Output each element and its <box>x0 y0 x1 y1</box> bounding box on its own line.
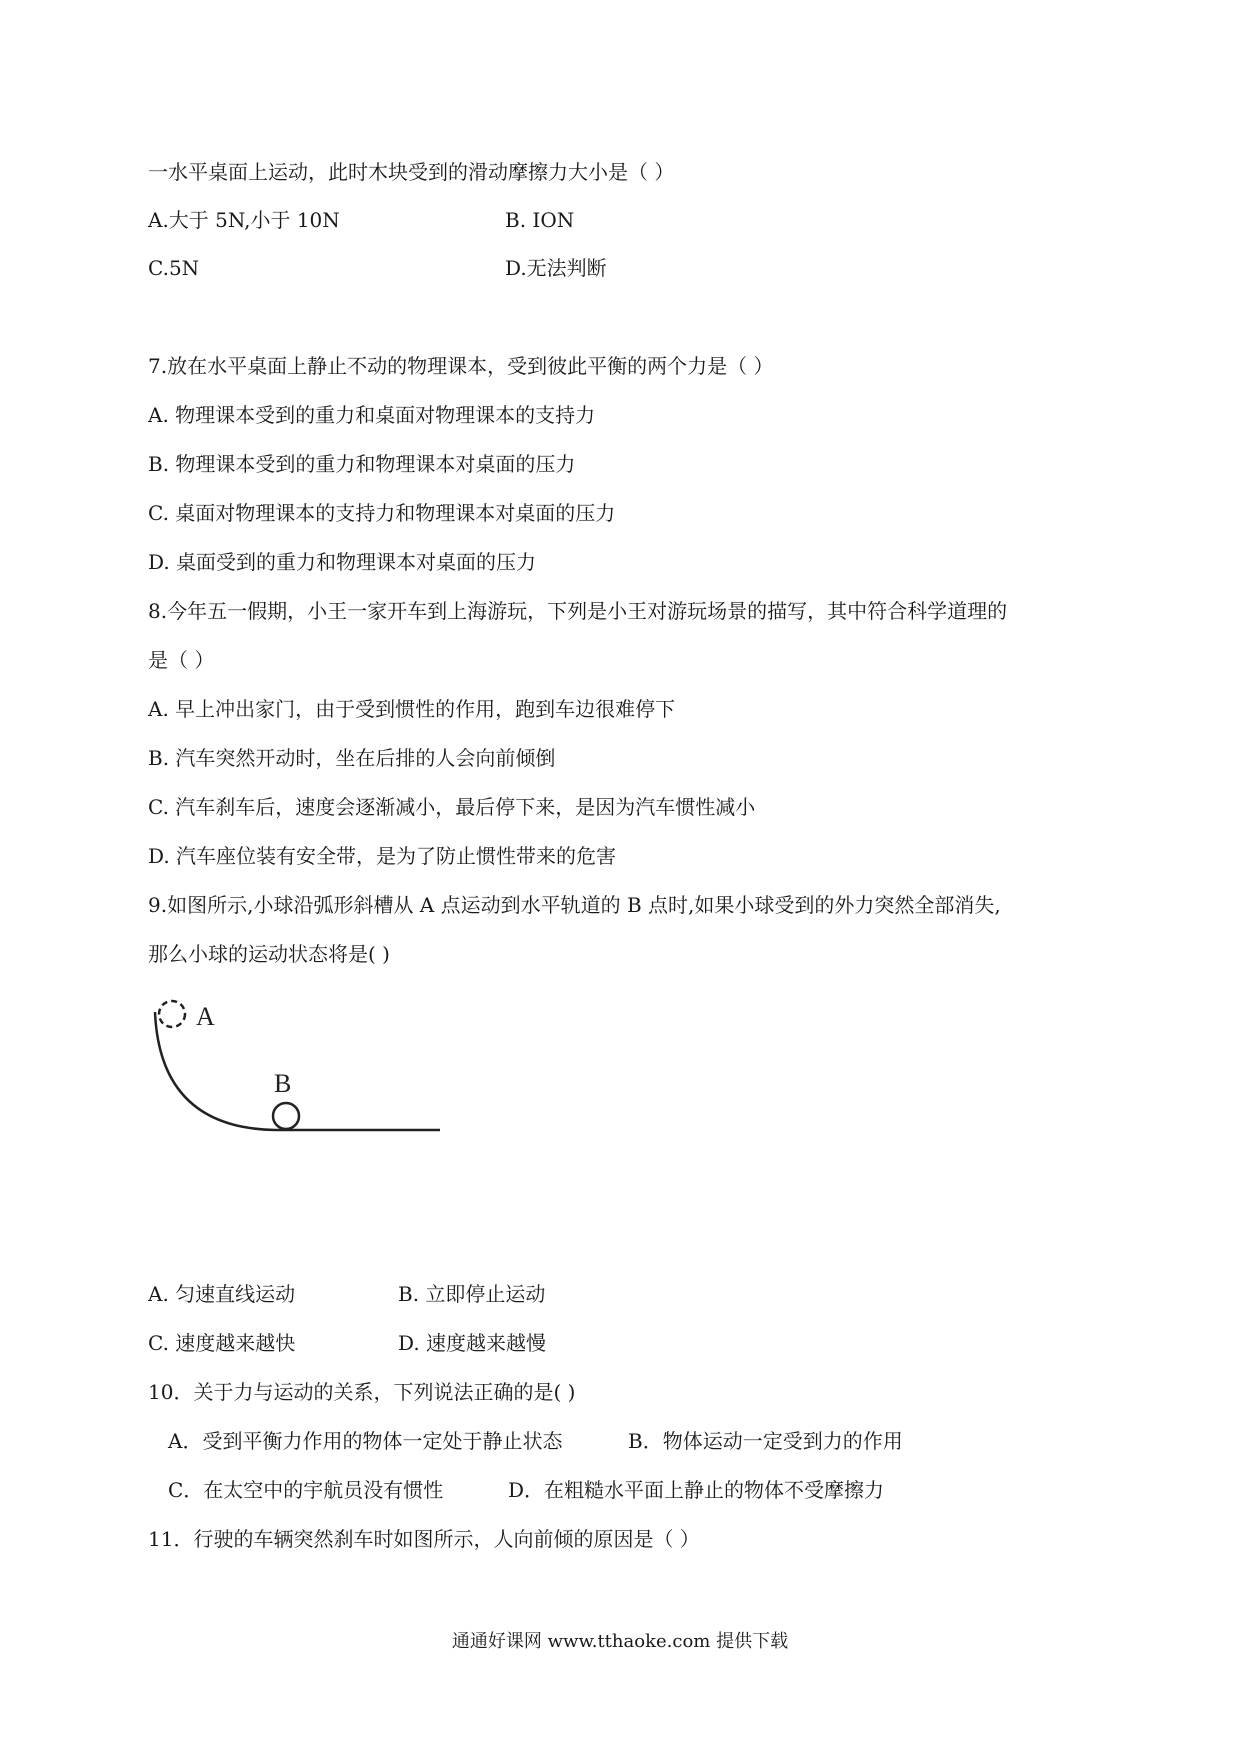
q8-option-a: A. 早上冲出家门，由于受到惯性的作用，跑到车边很难停下 <box>148 697 676 721</box>
label-b: B <box>274 1069 292 1098</box>
ball-at-b <box>273 1103 299 1129</box>
page-footer: 通通好课网 www.tthaoke.com 提供下载 <box>451 1631 789 1652</box>
q6-option-c: C.5N <box>148 256 200 280</box>
q6-option-b: B. ION <box>505 208 575 232</box>
q9-option-d: D. 速度越来越慢 <box>398 1331 547 1355</box>
q8-option-b: B. 汽车突然开动时，坐在后排的人会向前倾倒 <box>148 746 556 770</box>
q8-stem-line1: 8.今年五一假期，小王一家开车到上海游玩，下列是小王对游玩场景的描写，其中符合科学道理的 <box>148 599 1008 623</box>
q9-stem-line1: 9.如图所示,小球沿弧形斜槽从 A 点运动到水平轨道的 B 点时,如果小球受到的外力突然全部消失, <box>148 893 1001 917</box>
q9-option-b: B. 立即停止运动 <box>398 1282 546 1306</box>
q7-option-d: D. 桌面受到的重力和物理课本对桌面的压力 <box>148 550 537 574</box>
q7-option-b: B. 物理课本受到的重力和物理课本对桌面的压力 <box>148 452 576 476</box>
q6-stem-continuation: 一水平桌面上运动，此时木块受到的滑动摩擦力大小是（ ） <box>148 160 675 184</box>
q9-stem-line2: 那么小球的运动状态将是( ) <box>148 942 390 966</box>
q8-option-c: C. 汽车刹车后，速度会逐渐减小，最后停下来，是因为汽车惯性减小 <box>148 795 756 819</box>
q6-option-d: D.无法判断 <box>505 256 607 280</box>
q10-option-b: B．物体运动一定受到力的作用 <box>628 1429 903 1453</box>
q9-option-a: A. 匀速直线运动 <box>148 1282 296 1306</box>
curved-ramp-track <box>155 1012 275 1130</box>
q10-option-c: C．在太空中的宇航员没有惯性 <box>168 1478 444 1502</box>
q7-option-c: C. 桌面对物理课本的支持力和物理课本对桌面的压力 <box>148 501 616 525</box>
q10-option-a: A．受到平衡力作用的物体一定处于静止状态 <box>168 1429 563 1453</box>
q9-figure-ramp-diagram <box>140 990 460 1150</box>
q9-option-c: C. 速度越来越快 <box>148 1331 296 1355</box>
q10-stem: 10．关于力与运动的关系，下列说法正确的是( ) <box>148 1380 576 1404</box>
q11-stem: 11．行驶的车辆突然刹车时如图所示，人向前倾的原因是（ ） <box>148 1527 700 1551</box>
q8-option-d: D. 汽车座位装有安全带，是为了防止惯性带来的危害 <box>148 844 617 868</box>
label-a: A <box>196 1002 215 1031</box>
q6-option-a: A.大于 5N,小于 10N <box>148 208 340 232</box>
q8-stem-line2: 是（ ） <box>148 648 215 672</box>
q7-option-a: A. 物理课本受到的重力和桌面对物理课本的支持力 <box>148 403 596 427</box>
q10-option-d: D．在粗糙水平面上静止的物体不受摩擦力 <box>508 1478 885 1502</box>
ball-at-a-dashed <box>159 1001 185 1027</box>
q7-stem: 7.放在水平桌面上静止不动的物理课本，受到彼此平衡的两个力是（ ） <box>148 354 774 378</box>
